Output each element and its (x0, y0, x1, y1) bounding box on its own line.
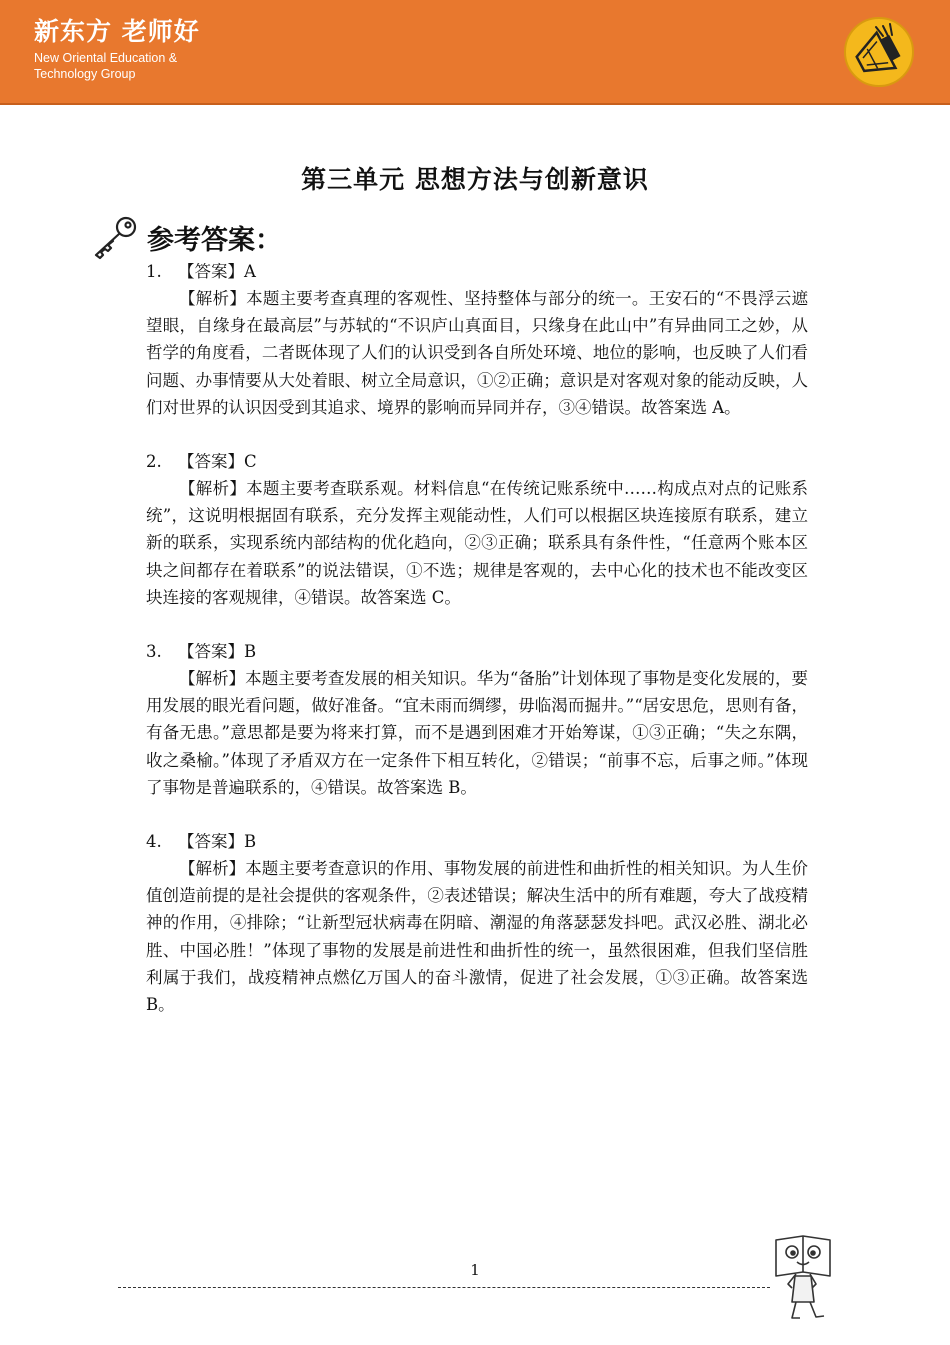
answer-number: 4. (146, 832, 162, 852)
answer-line (146, 638, 808, 665)
answer-analysis: 【解析】本题主要考查发展的相关知识。华为“备胎”计划体现了事物是变化发展的，要用发展的眼光看问题，做好准备。“宜未雨而绸缪，毋临渴而掘井。”“居安思危，思则有备，有备无患。”意思都是要为将来打算，而不是遇到困难才开始筹谋，①③正确；“失之东隅，收之桑榆。”体现了矛盾双方在一定条件下相互转化，②错误；“前事不忘，后事之师。”体现了事物是普遍联系的，④错误。故答案选 B。 (146, 669, 808, 797)
answer-label: 【答案】A (178, 262, 256, 281)
footer-divider (118, 1287, 770, 1288)
page-header (0, 0, 950, 105)
answer-analysis: 【解析】本题主要考查意识的作用、事物发展的前进性和曲折性的相关知识。为人生价值创造前提的是社会提供的客观条件，②表述错误；解决生活中的所有难题，夸大了战疫精神的作用，④排除；“让新型冠状病毒在阴暗、潮湿的角落瑟瑟发抖吧。武汉必胜、湖北必胜、中国必胜！”体现了事物的发展是前进性和曲折性的统一，虽然很困难，但我们坚信胜利属于我们，战疫精神点燃亿万国人的奋斗激情，促进了社会发展，①③正确。故答案选 B。 (146, 859, 808, 1015)
answer-analysis: 【解析】本题主要考查联系观。材料信息“在传统记账系统中……构成点对点的记账系统”，这说明根据固有联系，充分发挥主观能动性，人们可以根据区块连接原有联系，建立新的联系，实现系统内部结构的优化趋向，②③正确；联系具有条件性，“任意两个账本区块之间都存在着联系”的说法错误，①不选；规律是客观的，去中心化的技术也不能改变区块连接的客观规律，④错误。故答案选 C。 (146, 479, 808, 607)
answer-number: 1. (146, 262, 162, 281)
answer-line (146, 828, 808, 855)
key-icon (90, 214, 140, 260)
answer-item (146, 638, 808, 801)
answer-item (146, 828, 808, 1018)
answer-label: 【答案】B (178, 642, 257, 662)
answer-item (146, 448, 808, 611)
answer-list (146, 258, 808, 1045)
page-number: 1 (470, 1261, 480, 1279)
answer-number: 2. (146, 452, 162, 472)
page-title: 第三单元 思想方法与创新意识 (301, 165, 649, 194)
answer-analysis: 【解析】本题主要考查真理的客观性、坚持整体与部分的统一。王安石的“不畏浮云遮望眼，自缘身在最高层”与苏轼的“不识庐山真面目，只缘身在此山中”有异曲同工之妙，从哲学的角度看，二者既体现了人们的认识受到各自所处环境、地位的影响，也反映了人们看问题、办事情要从大处着眼、树立全局意识，①②正确；意识是对客观对象的能动反映，人们对世界的认识因受到其追求、境界的影响而异同并存，③④错误。故答案选 A。 (146, 289, 808, 417)
book-mascot-icon (770, 1232, 836, 1322)
answer-line (146, 448, 808, 475)
answer-line (146, 258, 808, 285)
section-heading: 参考答案： (147, 225, 282, 256)
megaphone-logo-icon (843, 16, 915, 88)
answer-label: 【答案】C (178, 452, 257, 472)
answer-number: 3. (146, 642, 162, 662)
answer-item (146, 258, 808, 421)
brand-name-cn: 新东方 老师好 (34, 17, 200, 46)
brand-name-en: New Oriental Education & Technology Group (34, 51, 178, 81)
answer-label: 【答案】B (178, 832, 257, 852)
